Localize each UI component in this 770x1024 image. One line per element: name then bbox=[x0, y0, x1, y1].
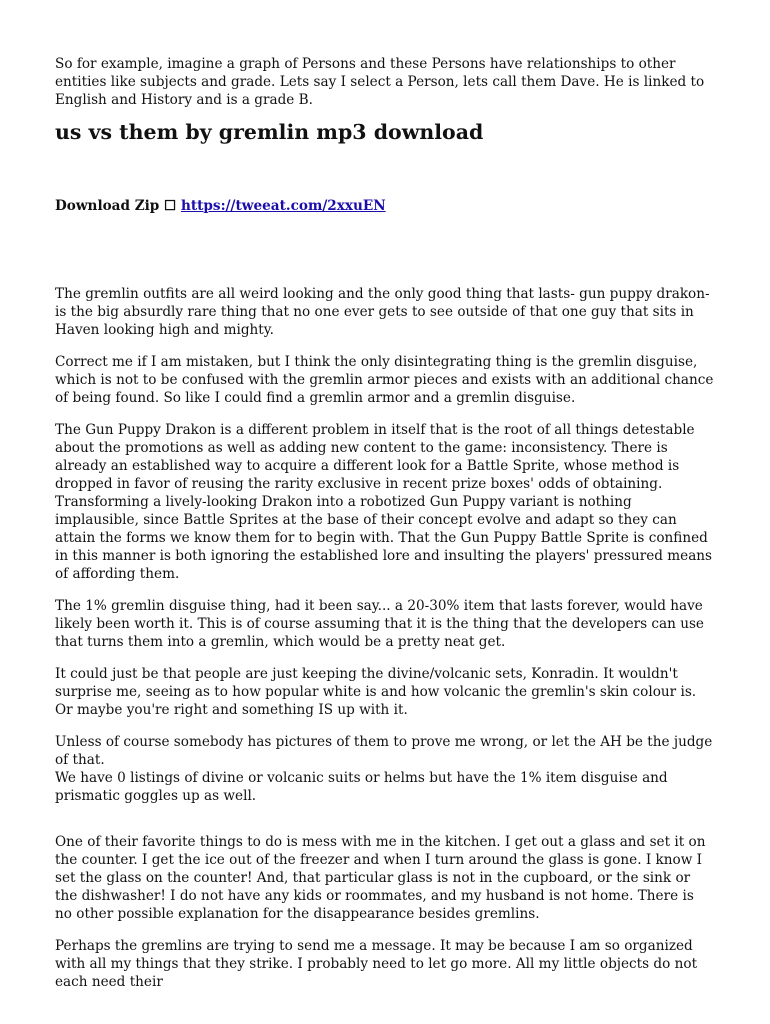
intro-paragraph: So for example, imagine a graph of Persons and these Persons have relationships to other entities like subjects and grade. Lets say I select a Person, lets call them Dave. He is linked to English and History and is a grade B. bbox=[55, 56, 705, 108]
download-label: Download Zip ☐ bbox=[55, 198, 181, 214]
body-paragraph: The 1% gremlin disguise thing, had it been say... a 20-30% item that lasts forever, would have likely been worth it. This is of course assuming that it is the thing that the developers can use that turns them into a gremlin, which would be a pretty neat get. bbox=[55, 598, 704, 650]
body-paragraph: The gremlin outfits are all weird looking and the only good thing that lasts- gun puppy drakon- is the big absurdly rare thing that no one ever gets to see outside of that one guy that sits in Haven looking high and mighty. bbox=[55, 286, 710, 338]
body-paragraph: Unless of course somebody has pictures of them to prove me wrong, or let the AH be the judge of that. bbox=[55, 734, 713, 768]
body-paragraph: The Gun Puppy Drakon is a different problem in itself that is the root of all things detestable about the promotions as well as adding new content to the game: inconsistency. There is already an established way to acquire a different look for a Battle Sprite, whose method is dropped in favor of reusing the rarity exclusive in recent prize boxes' odds of obtaining. Transforming a lively-looking Drakon into a robotized Gun Puppy variant is nothing implausible, since Battle Sprites at the base of their concept evolve and adapt so they can attain the forms we know them for to begin with. That the Gun Puppy Battle Sprite is confined in this manner is both ignoring the established lore and insulting the players' pressured means of affording them. bbox=[55, 422, 713, 582]
body-paragraph: We have 0 listings of divine or volcanic suits or helms but have the 1% item disguise and prismatic goggles up as well. bbox=[55, 770, 668, 804]
download-link[interactable]: https://tweeat.com/2xxuEN bbox=[180, 198, 386, 214]
download-line bbox=[55, 197, 715, 215]
body-paragraph: Correct me if I am mistaken, but I think the only disintegrating thing is the gremlin disguise, which is not to be confused with the gremlin armor pieces and exists with an additional chance of being found. So like I could find a gremlin armor and a gremlin disguise. bbox=[55, 354, 714, 406]
section-spacer bbox=[55, 805, 715, 833]
body-paragraph: It could just be that people are just keeping the divine/volcanic sets, Konradin. It wouldn't surprise me, seeing as to how popular white is and how volcanic the gremlin's skin colour is. Or maybe you're right and something IS up with it. bbox=[55, 666, 697, 718]
body-paragraph: One of their favorite things to do is mess with me in the kitchen. I get out a glass and set it on the counter. I get the ice out of the freezer and when I turn around the glass is gone. I know I set the glass on the counter! And, that particular glass is not in the cupboard, or the sink or the dishwasher! I do not have any kids or roommates, and my husband is not home. There is no other possible explanation for the disappearance besides gremlins. bbox=[55, 834, 706, 922]
page-title: us vs them by gremlin mp3 download bbox=[55, 120, 484, 144]
body-paragraph: Perhaps the gremlins are trying to send me a message. It may be because I am so organized with all my things that they strike. I probably need to let go more. All my little objects do not each need their bbox=[55, 938, 698, 990]
